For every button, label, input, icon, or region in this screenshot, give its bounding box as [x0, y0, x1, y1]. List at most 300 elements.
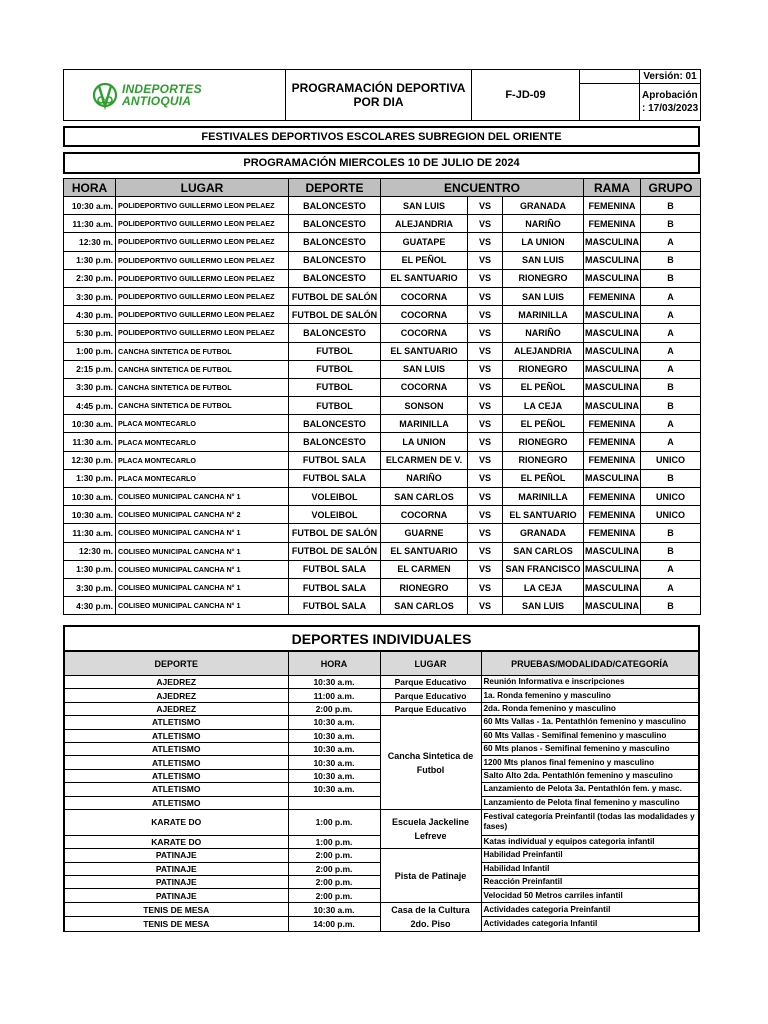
- event-banner: FESTIVALES DEPORTIVOS ESCOLARES SUBREGION DEL ORIENTE: [63, 126, 700, 147]
- cell-deporte: BALONCESTO: [289, 215, 381, 233]
- cell-deporte: ATLETISMO: [65, 756, 288, 769]
- cell-grupo: A: [641, 287, 701, 305]
- individual-row: [65, 849, 698, 862]
- cell-grupo: B: [641, 542, 701, 560]
- schedule-row: [64, 287, 701, 305]
- cell-hora: 10:30 a.m.: [64, 415, 116, 433]
- cell-hora: 14:00 p.m.: [288, 917, 380, 932]
- cell-rama: FEMENINA: [584, 197, 641, 215]
- cell-deporte: BALONCESTO: [289, 251, 381, 269]
- cell-lugar: POLIDEPORTIVO GUILLERMO LEON PELAEZ: [116, 197, 289, 215]
- cell-equipo-visitante: LA UNION: [503, 233, 584, 251]
- cell-grupo: A: [641, 433, 701, 451]
- schedule-row: [64, 360, 701, 378]
- cell-equipo-visitante: LA CEJA: [503, 397, 584, 415]
- cell-equipo-local: SAN LUIS: [381, 197, 468, 215]
- cell-prueba: Habilidad Infantil: [481, 862, 698, 875]
- cell-deporte: FUTBOL: [289, 342, 381, 360]
- cell-vs: VS: [468, 306, 503, 324]
- schedule-row: [64, 433, 701, 451]
- cell-deporte: TENIS DE MESA: [65, 917, 288, 932]
- cell-vs: VS: [468, 560, 503, 578]
- cell-hora: 12:30 m.: [64, 233, 116, 251]
- cell-rama: FEMENINA: [584, 215, 641, 233]
- cell-hora: 10:30 a.m.: [288, 729, 380, 742]
- cell-lugar: COLISEO MUNICIPAL CANCHA N° 1: [116, 560, 289, 578]
- cell-vs: VS: [468, 342, 503, 360]
- cell-grupo: UNICO: [641, 451, 701, 469]
- cell-grupo: A: [641, 342, 701, 360]
- cell-hora: [288, 796, 380, 809]
- schedule-row: [64, 578, 701, 596]
- cell-rama: MASCULINA: [584, 233, 641, 251]
- cell-lugar: COLISEO MUNICIPAL CANCHA N° 1: [116, 524, 289, 542]
- cell-deporte: FUTBOL DE SALÓN: [289, 542, 381, 560]
- cell-rama: MASCULINA: [584, 342, 641, 360]
- cell-lugar: COLISEO MUNICIPAL CANCHA N° 2: [116, 506, 289, 524]
- cell-lugar: PLACA MONTECARLO: [116, 433, 289, 451]
- cell-prueba: Katas individual y equipos categoria infantil: [481, 835, 698, 848]
- cell-equipo-local: COCORNA: [381, 306, 468, 324]
- indeportes-logo-icon: [92, 78, 118, 112]
- cell-equipo-local: ALEJANDRIA: [381, 215, 468, 233]
- cell-hora: 1:30 p.m.: [64, 469, 116, 487]
- cell-deporte: BALONCESTO: [289, 433, 381, 451]
- cell-rama: MASCULINA: [584, 560, 641, 578]
- schedule-row: [64, 524, 701, 542]
- cell-hora: 10:30 a.m.: [288, 756, 380, 769]
- cell-lugar-group: Casa de la Cultura 2do. Piso: [380, 902, 481, 931]
- cell-equipo-local: ELCARMEN DE V.: [381, 451, 468, 469]
- schedule-header-row: [64, 179, 701, 197]
- cell-deporte: FUTBOL SALA: [289, 469, 381, 487]
- cell-equipo-visitante: RIONEGRO: [503, 269, 584, 287]
- cell-hora: 1:30 p.m.: [64, 560, 116, 578]
- cell-equipo-local: EL CARMEN: [381, 560, 468, 578]
- title-line1: PROGRAMACIÓN DEPORTIVA: [291, 81, 466, 95]
- cell-deporte: ATLETISMO: [65, 783, 288, 796]
- cell-equipo-visitante: SAN LUIS: [503, 251, 584, 269]
- individual-header-row: [65, 652, 698, 676]
- cell-deporte: FUTBOL SALA: [289, 560, 381, 578]
- blank-cell: [580, 70, 640, 84]
- cell-hora: 12:30 p.m.: [64, 451, 116, 469]
- cell-lugar: COLISEO MUNICIPAL CANCHA N° 1: [116, 488, 289, 506]
- cell-lugar: CANCHA SINTETICA DE FUTBOL: [116, 342, 289, 360]
- cell-grupo: A: [641, 560, 701, 578]
- cell-vs: VS: [468, 378, 503, 396]
- cell-rama: FEMENINA: [584, 415, 641, 433]
- cell-equipo-visitante: MARINILLA: [503, 488, 584, 506]
- cell-hora: 10:30 a.m.: [288, 716, 380, 729]
- blank-cell: [580, 84, 640, 121]
- cell-deporte: KARATE DO: [65, 835, 288, 848]
- cell-vs: VS: [468, 233, 503, 251]
- cell-grupo: A: [641, 233, 701, 251]
- cell-vs: VS: [468, 360, 503, 378]
- cell-grupo: B: [641, 251, 701, 269]
- cell-lugar: CANCHA SINTETICA DE FUTBOL: [116, 397, 289, 415]
- cell-equipo-local: MARINILLA: [381, 415, 468, 433]
- cell-rama: FEMENINA: [584, 451, 641, 469]
- cell-hora: 3:30 p.m.: [64, 287, 116, 305]
- cell-vs: VS: [468, 451, 503, 469]
- cell-rama: MASCULINA: [584, 306, 641, 324]
- schedule-row: [64, 306, 701, 324]
- cell-deporte: BALONCESTO: [289, 233, 381, 251]
- cell-equipo-local: SAN CARLOS: [381, 488, 468, 506]
- cell-hora: 2:00 p.m.: [288, 702, 380, 715]
- cell-rama: MASCULINA: [584, 578, 641, 596]
- cell-equipo-visitante: NARIÑO: [503, 215, 584, 233]
- cell-deporte: FUTBOL: [289, 360, 381, 378]
- cell-lugar: POLIDEPORTIVO GUILLERMO LEON PELAEZ: [116, 233, 289, 251]
- cell-grupo: B: [641, 215, 701, 233]
- schedule-row: [64, 269, 701, 287]
- schedule-row: [64, 542, 701, 560]
- cell-deporte: PATINAJE: [65, 862, 288, 875]
- cell-deporte: ATLETISMO: [65, 769, 288, 782]
- cell-rama: FEMENINA: [584, 524, 641, 542]
- approval-line1: Aprobación: [642, 90, 698, 101]
- cell-deporte: KARATE DO: [65, 809, 288, 835]
- schedule-row: [64, 397, 701, 415]
- individual-row: [65, 809, 698, 835]
- cell-lugar-group: Escuela Jackeline Lefreve: [380, 809, 481, 848]
- cell-hora: 1:00 p.m.: [288, 835, 380, 848]
- cell-equipo-local: GUATAPE: [381, 233, 468, 251]
- cell-lugar: CANCHA SINTETICA DE FUTBOL: [116, 360, 289, 378]
- schedule-row: [64, 378, 701, 396]
- cell-deporte: FUTBOL: [289, 397, 381, 415]
- document-title: [286, 70, 472, 121]
- cell-prueba: 2da. Ronda femenino y masculino: [481, 702, 698, 715]
- cell-lugar: POLIDEPORTIVO GUILLERMO LEON PELAEZ: [116, 306, 289, 324]
- cell-lugar: COLISEO MUNICIPAL CANCHA N° 1: [116, 578, 289, 596]
- cell-grupo: A: [641, 306, 701, 324]
- cell-equipo-local: SAN CARLOS: [381, 597, 468, 615]
- cell-equipo-local: GUARNE: [381, 524, 468, 542]
- cell-equipo-visitante: GRANADA: [503, 197, 584, 215]
- cell-deporte: ATLETISMO: [65, 742, 288, 755]
- cell-equipo-local: SAN LUIS: [381, 360, 468, 378]
- version-label: Versión: 01: [640, 70, 701, 84]
- cell-grupo: B: [641, 269, 701, 287]
- col-deporte: DEPORTE: [289, 179, 381, 197]
- schedule-row: [64, 197, 701, 215]
- individual-row: [65, 689, 698, 702]
- document-code: F-JD-09: [472, 70, 580, 121]
- cell-deporte: FUTBOL DE SALÓN: [289, 306, 381, 324]
- cell-deporte: BALONCESTO: [289, 197, 381, 215]
- cell-equipo-visitante: MARINILLA: [503, 306, 584, 324]
- schedule-row: [64, 597, 701, 615]
- individual-sports-section: [63, 625, 700, 932]
- cell-vs: VS: [468, 415, 503, 433]
- cell-vs: VS: [468, 433, 503, 451]
- cell-equipo-visitante: GRANADA: [503, 524, 584, 542]
- individual-sports-title: DEPORTES INDIVIDUALES: [65, 627, 698, 651]
- cell-rama: MASCULINA: [584, 324, 641, 342]
- cell-hora: 10:30 a.m.: [64, 488, 116, 506]
- cell-equipo-local: NARIÑO: [381, 469, 468, 487]
- cell-lugar: POLIDEPORTIVO GUILLERMO LEON PELAEZ: [116, 269, 289, 287]
- cell-hora: 2:00 p.m.: [288, 889, 380, 902]
- col-rama: RAMA: [584, 179, 641, 197]
- cell-deporte: PATINAJE: [65, 876, 288, 889]
- cell-hora: 10:30 a.m.: [288, 769, 380, 782]
- cell-deporte: AJEDREZ: [65, 676, 288, 689]
- ind-col-lugar: LUGAR: [380, 652, 481, 676]
- cell-deporte: BALONCESTO: [289, 324, 381, 342]
- cell-lugar: PLACA MONTECARLO: [116, 469, 289, 487]
- cell-vs: VS: [468, 506, 503, 524]
- cell-lugar-group: Pista de Patinaje: [380, 849, 481, 903]
- cell-equipo-local: RIONEGRO: [381, 578, 468, 596]
- cell-prueba: Actividades categoria Preinfantil: [481, 902, 698, 917]
- cell-hora: 10:30 a.m.: [288, 676, 380, 689]
- cell-deporte: VOLEIBOL: [289, 506, 381, 524]
- date-banner: PROGRAMACIÓN MIERCOLES 10 DE JULIO DE 2024: [63, 152, 700, 174]
- cell-equipo-visitante: RIONEGRO: [503, 451, 584, 469]
- cell-equipo-local: COCORNA: [381, 378, 468, 396]
- schedule-row: [64, 488, 701, 506]
- cell-hora: 2:00 p.m.: [288, 862, 380, 875]
- cell-hora: 4:45 p.m.: [64, 397, 116, 415]
- cell-lugar: POLIDEPORTIVO GUILLERMO LEON PELAEZ: [116, 215, 289, 233]
- cell-grupo: B: [641, 197, 701, 215]
- schedule-row: [64, 324, 701, 342]
- logo-text: [122, 83, 202, 107]
- cell-grupo: UNICO: [641, 488, 701, 506]
- cell-hora: 2:15 p.m.: [64, 360, 116, 378]
- cell-prueba: Habilidad Preinfantil: [481, 849, 698, 862]
- cell-equipo-visitante: SAN FRANCISCO: [503, 560, 584, 578]
- cell-rama: MASCULINA: [584, 397, 641, 415]
- cell-equipo-visitante: RIONEGRO: [503, 433, 584, 451]
- cell-rama: FEMENINA: [584, 506, 641, 524]
- cell-deporte: ATLETISMO: [65, 716, 288, 729]
- schedule-row: [64, 451, 701, 469]
- cell-vs: VS: [468, 597, 503, 615]
- schedule-table: [63, 178, 701, 615]
- cell-vs: VS: [468, 469, 503, 487]
- cell-prueba: Velocidad 50 Metros carriles infantil: [481, 889, 698, 902]
- cell-equipo-local: COCORNA: [381, 287, 468, 305]
- cell-vs: VS: [468, 215, 503, 233]
- cell-equipo-visitante: SAN LUIS: [503, 597, 584, 615]
- cell-prueba: 60 Mts planos - Semifinal femenino y masculino: [481, 742, 698, 755]
- cell-hora: 1:30 p.m.: [64, 251, 116, 269]
- cell-hora: 11:00 a.m.: [288, 689, 380, 702]
- cell-hora: 3:30 p.m.: [64, 578, 116, 596]
- cell-prueba: Lanzamiento de Pelota 3a. Pentathlón fem. y masc.: [481, 783, 698, 796]
- cell-lugar: Parque Educativo: [380, 676, 481, 689]
- schedule-row: [64, 233, 701, 251]
- cell-prueba: 1200 Mts planos final femenino y masculino: [481, 756, 698, 769]
- ind-col-hora: HORA: [288, 652, 380, 676]
- cell-equipo-visitante: EL SANTUARIO: [503, 506, 584, 524]
- cell-equipo-visitante: EL PEÑOL: [503, 415, 584, 433]
- cell-hora: 2:30 p.m.: [64, 269, 116, 287]
- cell-lugar: Parque Educativo: [380, 702, 481, 715]
- cell-hora: 11:30 a.m.: [64, 524, 116, 542]
- cell-equipo-visitante: LA CEJA: [503, 578, 584, 596]
- cell-grupo: A: [641, 360, 701, 378]
- cell-deporte: FUTBOL DE SALÓN: [289, 287, 381, 305]
- cell-grupo: A: [641, 578, 701, 596]
- logo-line2: ANTIOQUIA: [122, 94, 192, 108]
- cell-vs: VS: [468, 578, 503, 596]
- schedule-row: [64, 469, 701, 487]
- cell-grupo: A: [641, 415, 701, 433]
- cell-deporte: ATLETISMO: [65, 796, 288, 809]
- col-lugar: LUGAR: [116, 179, 289, 197]
- cell-hora: 1:00 p.m.: [64, 342, 116, 360]
- cell-rama: MASCULINA: [584, 378, 641, 396]
- cell-deporte: AJEDREZ: [65, 689, 288, 702]
- col-encuentro: ENCUENTRO: [381, 179, 584, 197]
- cell-deporte: PATINAJE: [65, 889, 288, 902]
- cell-rama: MASCULINA: [584, 469, 641, 487]
- individual-row: [65, 702, 698, 715]
- individual-row: [65, 676, 698, 689]
- cell-lugar: COLISEO MUNICIPAL CANCHA N° 1: [116, 542, 289, 560]
- cell-hora: 1:00 p.m.: [288, 809, 380, 835]
- cell-deporte: FUTBOL SALA: [289, 578, 381, 596]
- cell-equipo-visitante: EL PEÑOL: [503, 378, 584, 396]
- cell-hora: 12:30 m.: [64, 542, 116, 560]
- cell-deporte: BALONCESTO: [289, 415, 381, 433]
- cell-lugar: POLIDEPORTIVO GUILLERMO LEON PELAEZ: [116, 324, 289, 342]
- ind-col-deporte: DEPORTE: [65, 652, 288, 676]
- cell-prueba: 60 Mts Vallas - Semifinal femenino y masculino: [481, 729, 698, 742]
- cell-equipo-local: COCORNA: [381, 506, 468, 524]
- cell-deporte: PATINAJE: [65, 849, 288, 862]
- approval-label: [640, 84, 701, 121]
- schedule-row: [64, 560, 701, 578]
- cell-hora: 5:30 p.m.: [64, 324, 116, 342]
- cell-rama: MASCULINA: [584, 360, 641, 378]
- cell-lugar: PLACA MONTECARLO: [116, 415, 289, 433]
- cell-lugar: COLISEO MUNICIPAL CANCHA N° 1: [116, 597, 289, 615]
- cell-hora: 10:30 a.m.: [64, 506, 116, 524]
- logo-cell: [64, 70, 286, 121]
- cell-lugar: Parque Educativo: [380, 689, 481, 702]
- cell-grupo: B: [641, 597, 701, 615]
- cell-deporte: FUTBOL: [289, 378, 381, 396]
- cell-prueba: Lanzamiento de Pelota final femenino y masculino: [481, 796, 698, 809]
- cell-hora: 2:00 p.m.: [288, 876, 380, 889]
- document-header: [63, 69, 701, 121]
- cell-hora: 4:30 p.m.: [64, 597, 116, 615]
- cell-vs: VS: [468, 287, 503, 305]
- cell-lugar: PLACA MONTECARLO: [116, 451, 289, 469]
- cell-vs: VS: [468, 542, 503, 560]
- cell-deporte: ATLETISMO: [65, 729, 288, 742]
- cell-equipo-visitante: EL PEÑOL: [503, 469, 584, 487]
- cell-vs: VS: [468, 524, 503, 542]
- cell-lugar: POLIDEPORTIVO GUILLERMO LEON PELAEZ: [116, 251, 289, 269]
- cell-rama: MASCULINA: [584, 269, 641, 287]
- col-hora: HORA: [64, 179, 116, 197]
- ind-col-pruebas: PRUEBAS/MODALIDAD/CATEGORÍA: [481, 652, 698, 676]
- cell-rama: MASCULINA: [584, 597, 641, 615]
- cell-equipo-visitante: ALEJANDRIA: [503, 342, 584, 360]
- cell-prueba: Reacción Preinfantil: [481, 876, 698, 889]
- logo-line1: INDEPORTES: [122, 82, 202, 96]
- cell-equipo-local: COCORNA: [381, 324, 468, 342]
- schedule-row: [64, 506, 701, 524]
- cell-hora: 11:30 a.m.: [64, 433, 116, 451]
- cell-vs: VS: [468, 251, 503, 269]
- cell-equipo-local: SONSON: [381, 397, 468, 415]
- cell-prueba: Salto Alto 2da. Pentathlón femenino y masculino: [481, 769, 698, 782]
- cell-prueba: 1a. Ronda femenino y masculino: [481, 689, 698, 702]
- schedule-row: [64, 215, 701, 233]
- cell-rama: FEMENINA: [584, 488, 641, 506]
- cell-prueba: Reunión Informativa e inscripciones: [481, 676, 698, 689]
- col-grupo: GRUPO: [641, 179, 701, 197]
- cell-equipo-local: LA UNION: [381, 433, 468, 451]
- cell-prueba: Actividades categoria Infantil: [481, 917, 698, 932]
- cell-deporte: VOLEIBOL: [289, 488, 381, 506]
- cell-hora: 10:30 a.m.: [64, 197, 116, 215]
- cell-grupo: B: [641, 524, 701, 542]
- cell-hora: 10:30 a.m.: [288, 902, 380, 917]
- cell-grupo: B: [641, 378, 701, 396]
- cell-deporte: TENIS DE MESA: [65, 902, 288, 917]
- cell-vs: VS: [468, 488, 503, 506]
- approval-line2: : 17/03/2023: [642, 103, 699, 114]
- cell-lugar: CANCHA SINTETICA DE FUTBOL: [116, 378, 289, 396]
- cell-equipo-visitante: SAN CARLOS: [503, 542, 584, 560]
- individual-row: [65, 902, 698, 917]
- cell-vs: VS: [468, 197, 503, 215]
- cell-rama: MASCULINA: [584, 251, 641, 269]
- cell-equipo-visitante: SAN LUIS: [503, 287, 584, 305]
- cell-prueba: 60 Mts Vallas - 1a. Pentathlón femenino y masculino: [481, 716, 698, 729]
- cell-rama: FEMENINA: [584, 433, 641, 451]
- cell-equipo-local: EL PEÑOL: [381, 251, 468, 269]
- cell-deporte: FUTBOL SALA: [289, 597, 381, 615]
- cell-hora: 11:30 a.m.: [64, 215, 116, 233]
- cell-grupo: A: [641, 324, 701, 342]
- cell-deporte: AJEDREZ: [65, 702, 288, 715]
- cell-rama: MASCULINA: [584, 542, 641, 560]
- cell-vs: VS: [468, 397, 503, 415]
- cell-lugar-group: Cancha Sintetica de Futbol: [380, 716, 481, 810]
- cell-equipo-local: EL SANTUARIO: [381, 542, 468, 560]
- cell-vs: VS: [468, 269, 503, 287]
- title-line2: POR DIA: [353, 95, 404, 109]
- schedule-row: [64, 415, 701, 433]
- cell-deporte: FUTBOL SALA: [289, 451, 381, 469]
- cell-grupo: B: [641, 397, 701, 415]
- cell-hora: 10:30 a.m.: [288, 783, 380, 796]
- cell-hora: 3:30 p.m.: [64, 378, 116, 396]
- cell-lugar: POLIDEPORTIVO GUILLERMO LEON PELAEZ: [116, 287, 289, 305]
- cell-deporte: FUTBOL DE SALÓN: [289, 524, 381, 542]
- cell-hora: 4:30 p.m.: [64, 306, 116, 324]
- schedule-row: [64, 251, 701, 269]
- cell-grupo: UNICO: [641, 506, 701, 524]
- cell-equipo-local: EL SANTUARIO: [381, 342, 468, 360]
- schedule-row: [64, 342, 701, 360]
- cell-rama: FEMENINA: [584, 287, 641, 305]
- cell-hora: 2:00 p.m.: [288, 849, 380, 862]
- cell-equipo-visitante: NARIÑO: [503, 324, 584, 342]
